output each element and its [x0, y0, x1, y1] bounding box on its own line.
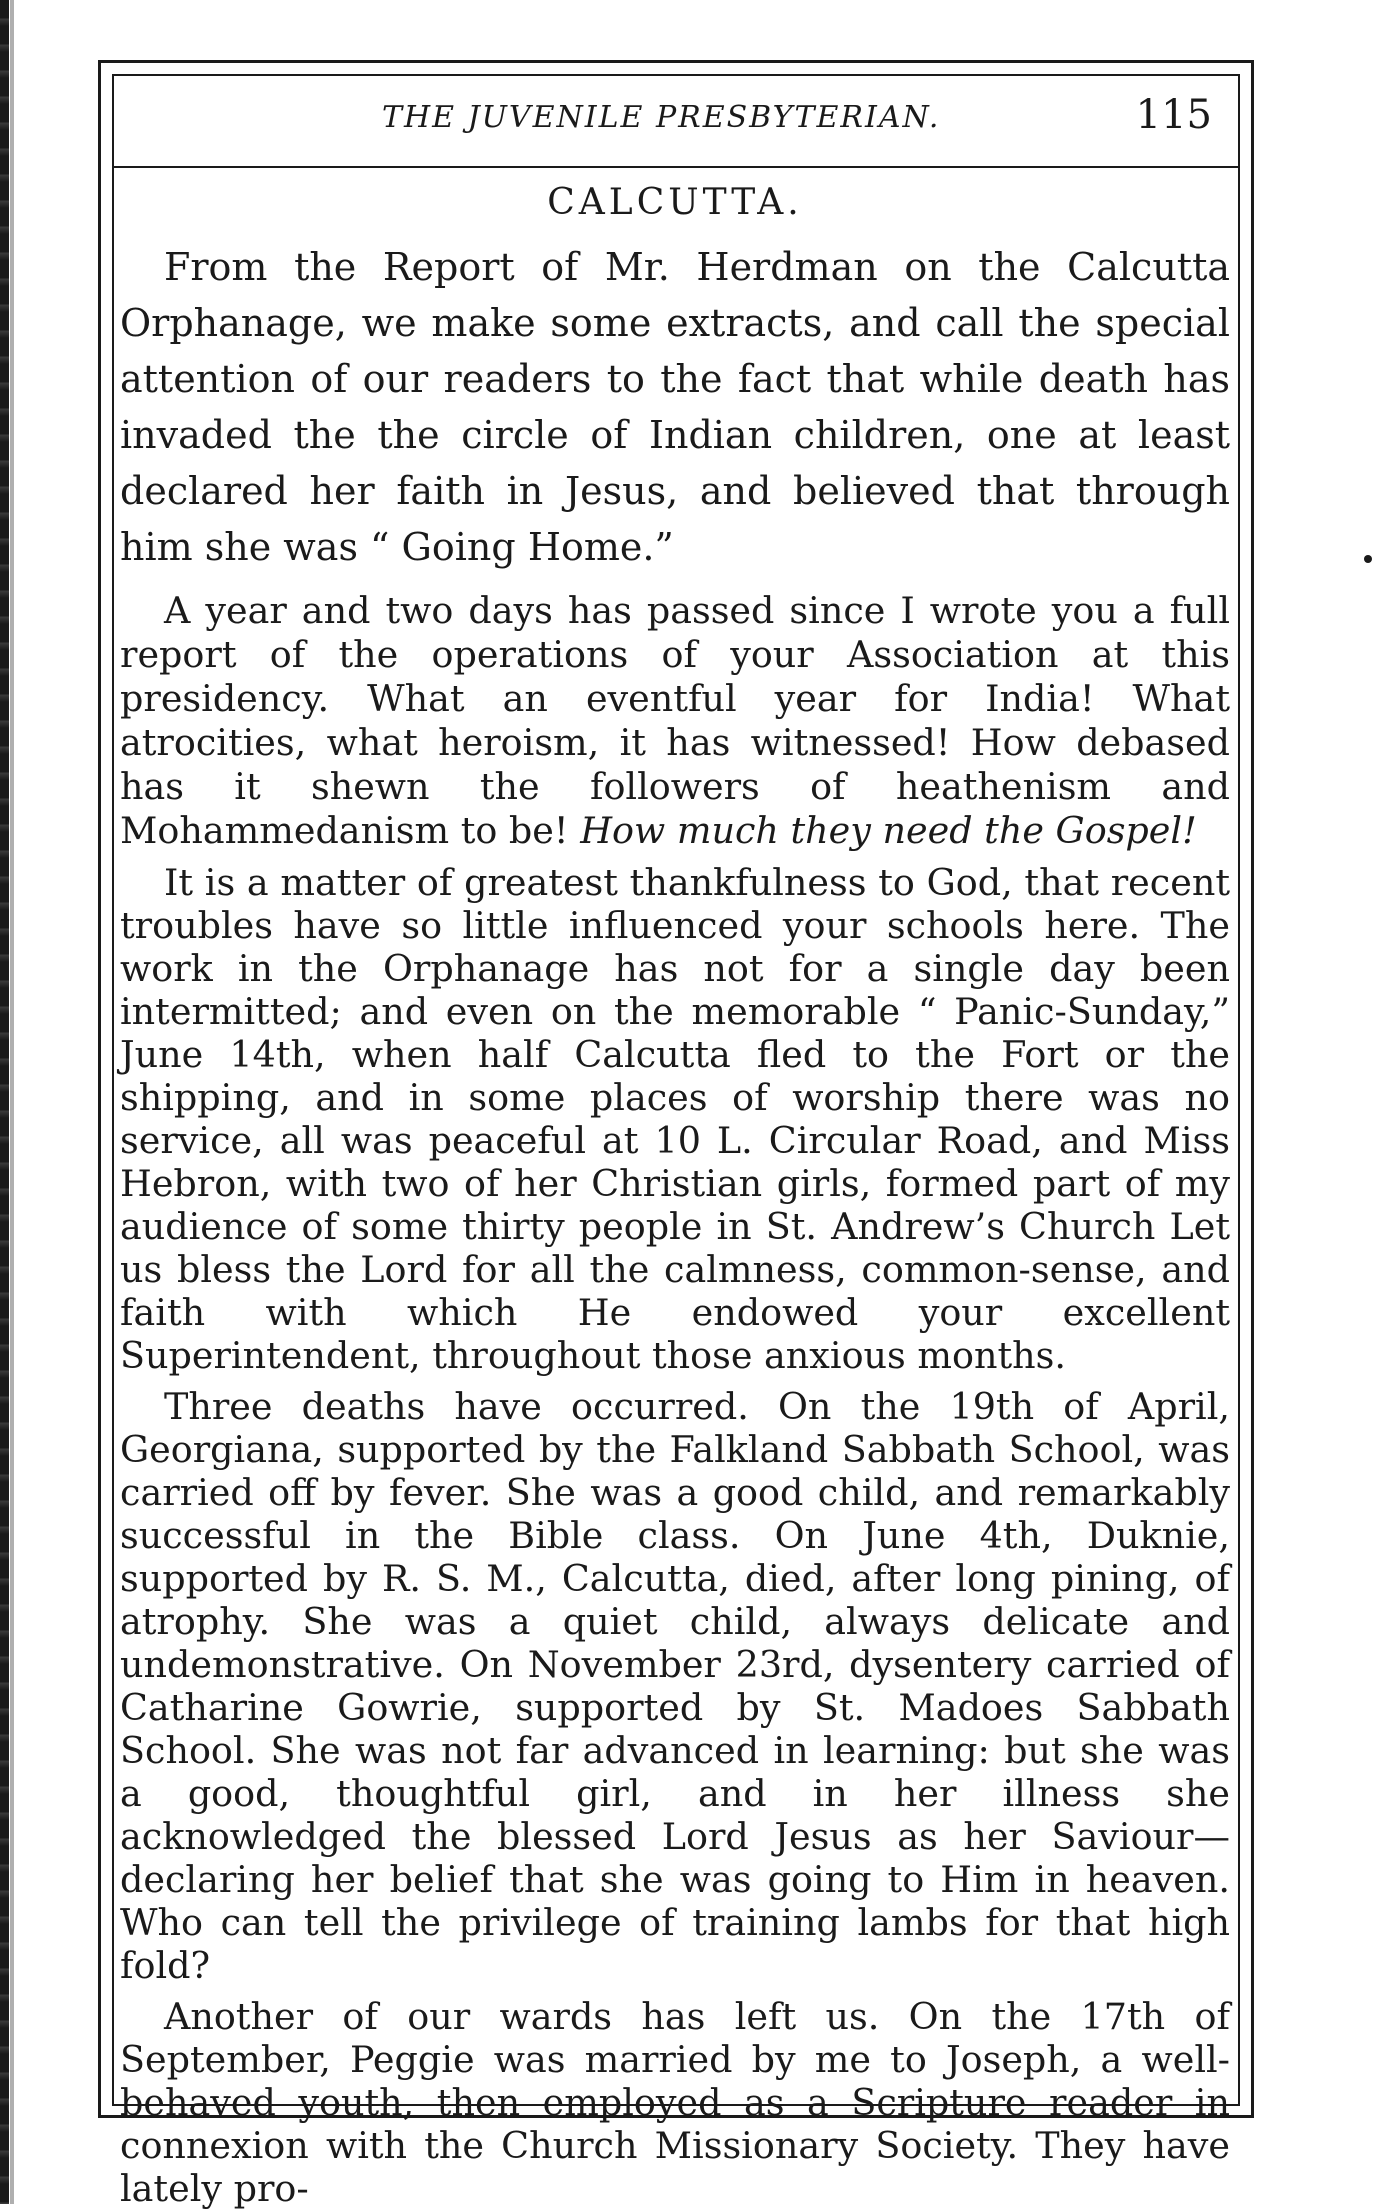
- binding-edge: [0, 0, 9, 2204]
- page-number: 115: [1135, 92, 1212, 138]
- intro-paragraph: From the Report of Mr. Herdman on the Calcutta Orphanage, we make some extracts, and call the special attention of our readers to the fact that while death has invaded the the circle of Indian children, one at least declared her faith in Jesus, and believed that through him she was “ Going Home.”: [120, 245, 1230, 569]
- report-paragraph-1: [120, 589, 1230, 853]
- binding-shadow: [10, 0, 14, 2204]
- running-title: THE JUVENILE PRESBYTERIAN.: [382, 100, 941, 135]
- report-paragraph-1-text: A year and two days has passed since I wrote you a full report of the operations of your Association at this presidency. What an eventful year for India! What atrocities, what heroism, it has witnessed! How debased has it shewn the followers of heathenism and Mohammedanism to be!: [120, 589, 1230, 852]
- report-paragraph-3: Three deaths have occurred. On the 19th of April, Georgiana, supported by the Falkland Sabbath School, was carried off by fever. She was a good child, and remarkably successful in the Bible class. On June 4th, Duknie, supported by R. S. M., Calcutta, died, after long pining, of atrophy. She was a quiet child, always delicate and undemonstrative. On November 23rd, dysentery carried of Catharine Gowrie, supported by St. Madoes Sabbath School. She was not far advanced in learning: but she was a good, thoughtful girl, and in her illness she acknowledged the blessed Lord Jesus as her Saviour—declaring her belief that she was going to Him in heaven. Who can tell the privilege of training lambs for that high fold?: [120, 1385, 1230, 1987]
- report-paragraph-2: It is a matter of greatest thankfulness to God, that recent troubles have so little influenced your schools here. The work in the Orphanage has not for a single day been intermitted; and even on the memorable “ Panic-Sunday,” June 14th, when half Calcutta fled to the Fort or the shipping, and in some places of worship there was no service, all was peaceful at 10 L. Circular Road, and Miss Hebron, with two of her Christian girls, formed part of my audience of some thirty people in St. Andrew’s Church Let us bless the Lord for all the calmness, common-sense, and faith with which He endowed your excellent Superintendent, throughout those anxious months.: [120, 861, 1230, 1377]
- report-paragraph-4: Another of our wards has left us. On the 17th of September, Peggie was married by me to Joseph, a well-behaved youth, then employed as a Scripture reader in connexion with the Church Missionary Society. They have lately pro-: [120, 1995, 1230, 2210]
- article-calcutta: [120, 182, 1230, 2210]
- page-header: [112, 74, 1240, 168]
- ink-speck: [1364, 555, 1372, 563]
- emphasis-gospel: How much they need the Gospel!: [580, 809, 1197, 852]
- article-title: CALCUTTA.: [547, 182, 803, 223]
